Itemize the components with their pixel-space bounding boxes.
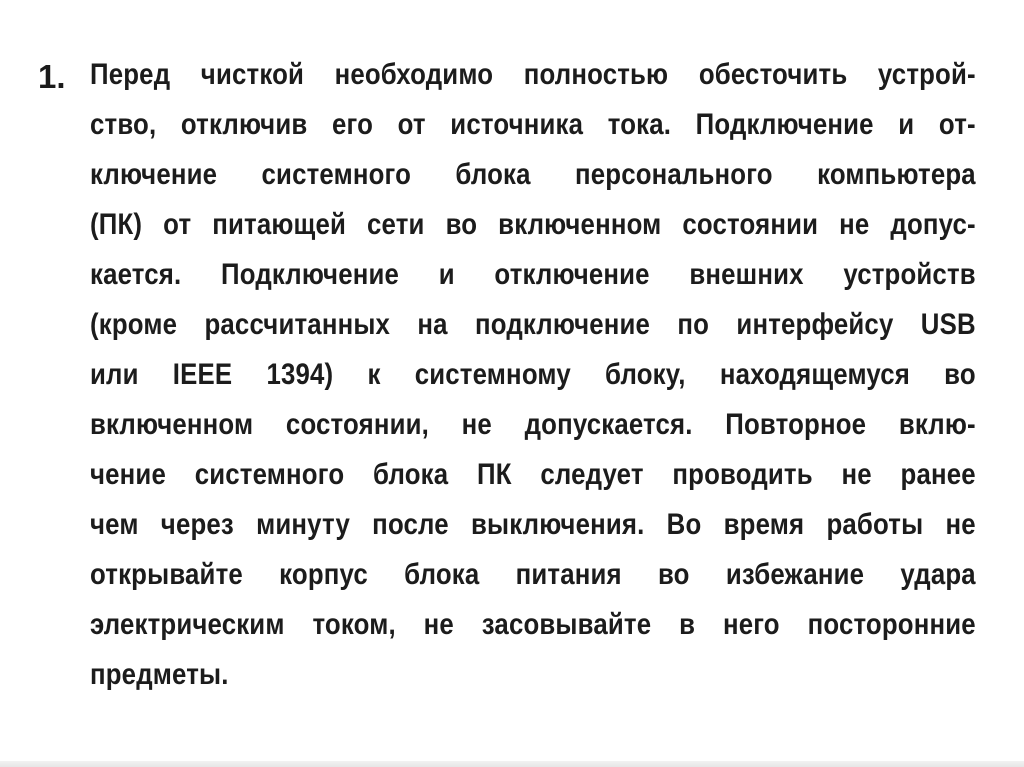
paragraph-line-4: (ПК) от питающей сети во включенном состоянии не допус- — [90, 208, 976, 241]
paragraph-line-13: предметы. — [90, 658, 229, 691]
paragraph-line-2: ство, отключив его от источника тока. Подключение и от- — [90, 108, 976, 141]
paragraph-line-1: Перед чисткой необходимо полностью обесточить устрой- — [90, 58, 976, 91]
paragraph-line-9: чение системного блока ПК следует проводить не ранее — [90, 458, 976, 491]
paragraph-line-11: открывайте корпус блока питания во избежание удара — [90, 558, 976, 591]
page-bottom-edge — [0, 761, 1024, 767]
paragraph-line-3: ключение системного блока персонального компьютера — [90, 158, 976, 191]
paragraph-line-12: электрическим током, не засовывайте в него посторонние — [90, 608, 976, 641]
paragraph-line-6: (кроме рассчитанных на подключение по интерфейсу USB — [90, 308, 976, 341]
paragraph-line-7: или IEEE 1394) к системному блоку, находящемуся во — [90, 358, 976, 391]
paragraph-line-8: включенном состоянии, не допускается. Повторное вклю- — [90, 408, 976, 441]
paragraph-line-10: чем через минуту после выключения. Во время работы не — [90, 508, 976, 541]
paragraph-line-5: кается. Подключение и отключение внешних устройств — [90, 258, 976, 291]
item-number: 1. — [38, 58, 66, 95]
